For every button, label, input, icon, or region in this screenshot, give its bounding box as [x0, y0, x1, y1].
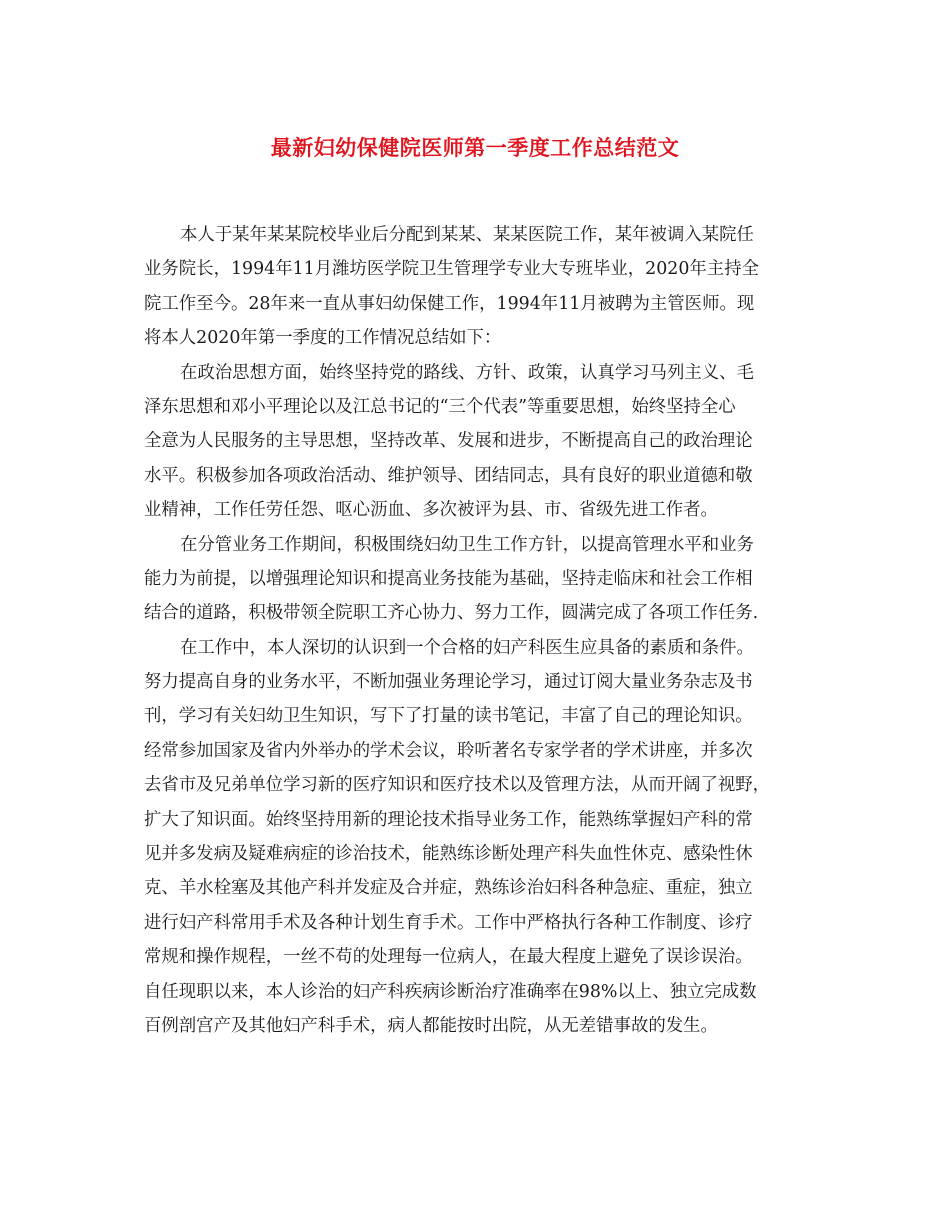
paragraph-line: 业务院长，1994年11月潍坊医学院卫生管理学专业大专班毕业，2020年主持全 [144, 259, 759, 280]
paragraph-line: 常规和操作规程，一丝不苟的处理每一位病人，在最大程度上避免了误诊误治。 [144, 947, 753, 968]
paragraph-line: 将本人2020年第一季度的工作情况总结如下： [144, 328, 502, 349]
paragraph-line: 全意为人民服务的主导思想，坚持改革、发展和进步，不断提高自己的政治理论 [144, 431, 753, 452]
paragraph-line: 结合的道路，积极带领全院职工齐心协力、努力工作，圆满完成了各项工作任务. [144, 603, 759, 624]
paragraph-line: 扩大了知识面。始终坚持用新的理论技术指导业务工作，能熟练掌握妇产科的常 [144, 809, 753, 830]
paragraph-line: 泽东思想和邓小平理论以及江总书记的“三个代表”等重要思想，始终坚持全心 [144, 396, 736, 417]
paragraph-line: 能力为前提，以增强理论知识和提高业务技能为基础，坚持走临床和社会工作相 [144, 568, 753, 589]
paragraph-line: 刊，学习有关妇幼卫生知识，写下了打量的读书笔记，丰富了自己的理论知识。 [144, 706, 753, 727]
paragraph-first-line: 本人于某年某某院校毕业后分配到某某、某某医院工作，某年被调入某院任 [180, 225, 754, 245]
document-body [144, 218, 804, 1043]
paragraph-line: 百例剖宫产及其他妇产科手术，病人都能按时出院，从无差错事故的发生。 [144, 1015, 718, 1036]
paragraph-line: 业精神，工作任劳任怨、呕心沥血、多次被评为县、市、省级先进工作者。 [144, 500, 718, 521]
paragraph-line: 努力提高自身的业务水平，不断加强业务理论学习，通过订阅大量业务杂志及书 [144, 672, 753, 693]
paragraph-line: 进行妇产科常用手术及各种计划生育手术。工作中严格执行各种工作制度、诊疗 [144, 912, 753, 933]
paragraph-line: 见并多发病及疑难病症的诊治技术，能熟练诊断处理产科失血性休克、感染性休 [144, 844, 753, 865]
paragraph-first-line: 在政治思想方面，始终坚持党的路线、方针、政策，认真学习马列主义、毛 [180, 362, 754, 383]
paragraph-line: 水平。积极参加各项政治活动、维护领导、团结同志，具有良好的职业道德和敬 [144, 465, 753, 486]
paragraph-first-line: 在分管业务工作期间，积极围绕妇幼卫生工作方针，以提高管理水平和业务 [180, 534, 754, 555]
paragraph-line: 经常参加国家及省内外举办的学术会议，聆听著名专家学者的学术讲座，并多次 [144, 740, 753, 761]
document-title: 最新妇幼保健院医师第一季度工作总结范文 [270, 136, 680, 160]
paragraph-line: 克、羊水栓塞及其他产科并发症及合并症，熟练诊治妇科各种急症、重症，独立 [144, 878, 753, 899]
paragraph-first-line: 在工作中，本人深切的认识到一个合格的妇产科医生应具备的素质和条件。 [180, 637, 754, 658]
paragraph-line: 自任现职以来，本人诊治的妇产科疾病诊断治疗准确率在98%以上、独立完成数 [144, 981, 757, 1002]
paragraph-line: 去省市及兄弟单位学习新的医疗知识和医疗技术以及管理方法，从而开阔了视野， [144, 775, 771, 796]
paragraph-line: 院工作至今。28年来一直从事妇幼保健工作，1994年11月被聘为主管医师。现 [144, 293, 755, 314]
